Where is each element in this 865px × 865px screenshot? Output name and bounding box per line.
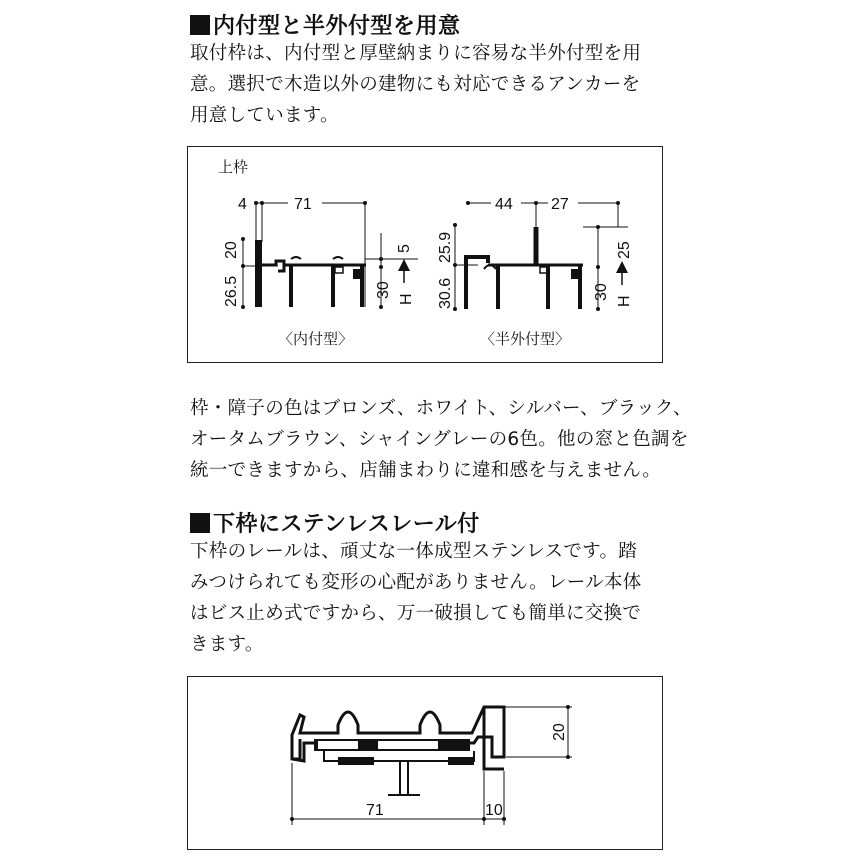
- inner-mount-section: [223, 195, 418, 348]
- paragraph-line: はビス止め式ですから、万一破損しても簡単に交換で: [190, 603, 642, 624]
- dim-30-6: 30.6: [437, 277, 454, 309]
- section2-paragraph: [190, 393, 692, 486]
- dim-4: 4: [238, 196, 247, 213]
- dim-30: 30: [593, 283, 610, 301]
- dim-44: 44: [495, 196, 513, 213]
- paragraph-line: 取付枠は、内付型と厚壁納まりに容易な半外付型を用: [190, 43, 642, 64]
- dim-h: H: [616, 295, 633, 307]
- section-heading-stainless-rail: [190, 507, 480, 538]
- paragraph-line: 意。選択で木造以外の建物にも対応できるアンカーを: [190, 74, 641, 95]
- dim-30: 30: [375, 281, 392, 299]
- paragraph-line: 枠・障子の色はブロンズ、ホワイト、シルバー、ブラック、: [190, 398, 692, 419]
- dim-5: 5: [396, 244, 413, 253]
- square-bullet-icon: [190, 15, 210, 35]
- arrow-up-icon: [616, 261, 628, 273]
- dim-71: 71: [366, 802, 384, 819]
- dim-25-9: 25.9: [437, 231, 454, 263]
- dim-25: 25: [616, 241, 633, 259]
- dim-h: H: [398, 293, 415, 305]
- paragraph-line: 下枠のレールは、頑丈な一体成型ステンレスです。踏: [190, 541, 638, 562]
- dim-26-5: 26.5: [223, 275, 240, 307]
- paragraph-line: きます。: [190, 634, 264, 655]
- diagram-label: 上枠: [218, 159, 249, 176]
- dim-20: 20: [551, 723, 568, 741]
- upper-frame-diagram: [187, 146, 663, 363]
- dim-20: 20: [223, 241, 240, 259]
- paragraph-line: 統一できますから、店舗まわりに違和感を与えません。: [190, 460, 662, 481]
- caption-semi-outer-mount: 〈半外付型〉: [480, 331, 571, 348]
- arrow-up-icon: [398, 259, 410, 271]
- paragraph-line: オータムブラウン、シャイングレーの6色。他の窓と色調を: [190, 429, 689, 450]
- heading-text: 内付型と半外付型を用意: [213, 14, 461, 39]
- section3-paragraph: [190, 536, 670, 660]
- paragraph-line: みつけられても変形の心配がありません。レール本体: [190, 572, 642, 593]
- heading-text: 下枠にステンレスレール付: [213, 512, 480, 537]
- lower-frame-diagram: [187, 676, 663, 850]
- section-heading-mount-types: [190, 9, 461, 40]
- upper-frame-drawing: [188, 147, 662, 362]
- section1-paragraph: [190, 38, 670, 131]
- lower-frame-drawing: [188, 677, 662, 849]
- dim-10: 10: [485, 802, 503, 819]
- square-bullet-icon: [190, 513, 210, 533]
- semi-outer-mount-section: [437, 195, 633, 348]
- paragraph-line: 用意しています。: [190, 105, 339, 126]
- dim-71: 71: [294, 196, 312, 213]
- dim-27: 27: [551, 196, 569, 213]
- caption-inner-mount: 〈内付型〉: [278, 331, 354, 348]
